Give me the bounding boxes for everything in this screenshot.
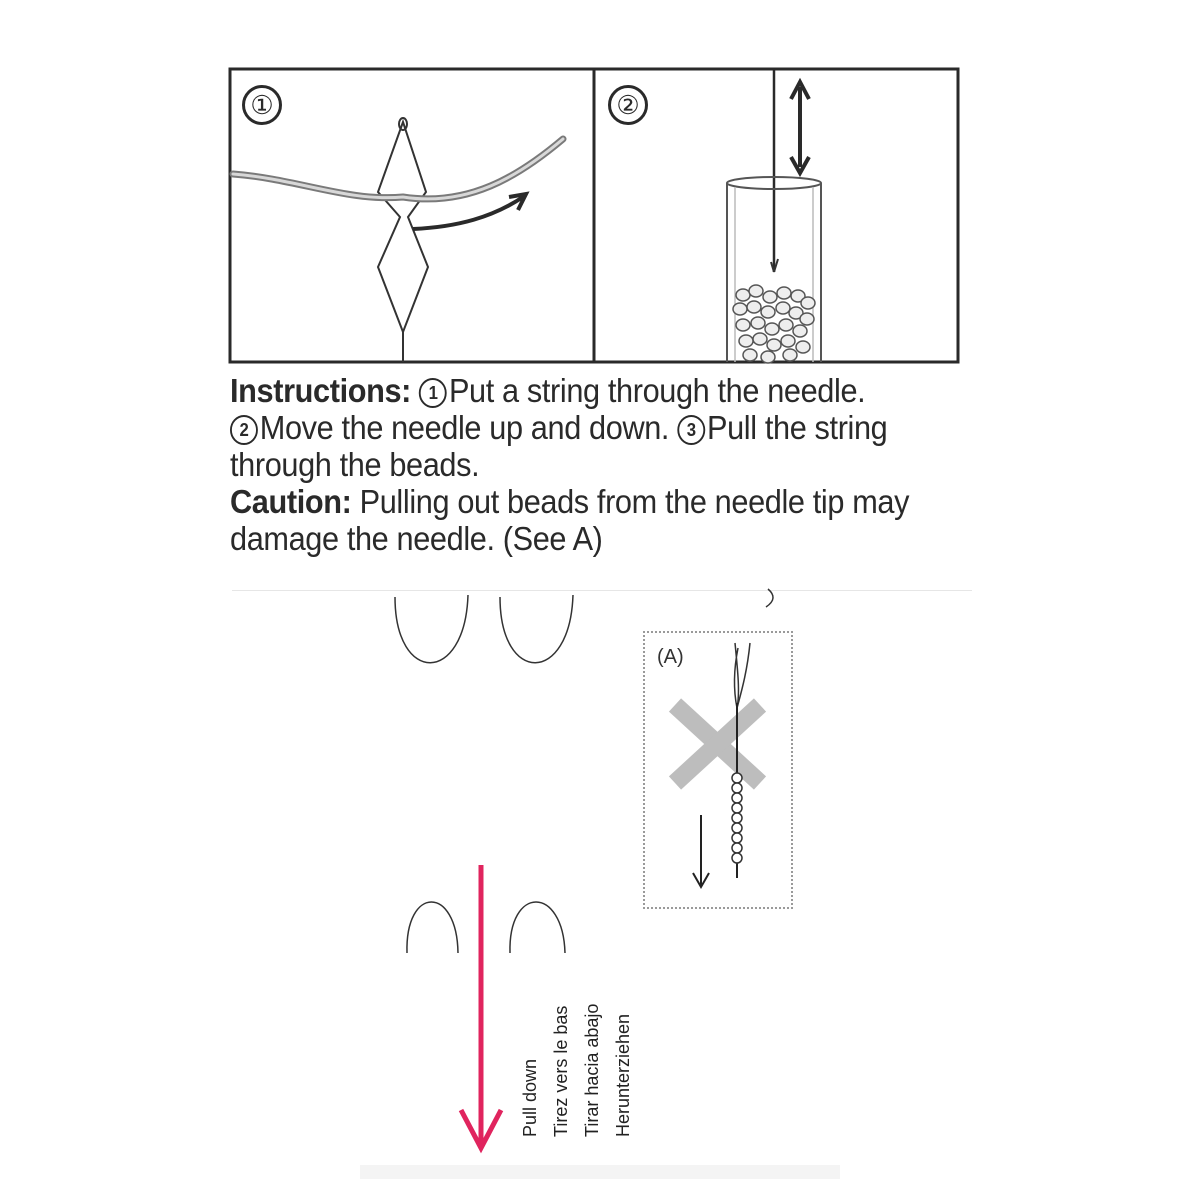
bead bbox=[767, 339, 781, 351]
bead bbox=[761, 351, 775, 363]
caution-paragraph bbox=[230, 483, 974, 557]
bead bbox=[733, 303, 747, 315]
bead bbox=[765, 323, 779, 335]
bead bbox=[732, 843, 742, 853]
bead bbox=[783, 349, 797, 361]
bead bbox=[739, 335, 753, 347]
bead bbox=[800, 313, 814, 325]
step-2-number: 2 bbox=[230, 415, 258, 445]
instructions-text bbox=[230, 372, 974, 557]
bead bbox=[753, 333, 767, 345]
bead bbox=[749, 285, 763, 297]
bead bbox=[779, 319, 793, 331]
label-spanish: Tirar hacia abajo bbox=[582, 1003, 602, 1137]
instructions-paragraph bbox=[230, 372, 974, 483]
instruction-panels bbox=[228, 67, 960, 364]
bead bbox=[732, 793, 742, 803]
bead bbox=[793, 325, 807, 337]
figure-a-illustration bbox=[645, 633, 789, 905]
pull-down-arrow bbox=[455, 860, 515, 1155]
bead bbox=[743, 349, 757, 361]
bead bbox=[736, 319, 750, 331]
instructions-label: Instructions: bbox=[230, 372, 412, 409]
bead bbox=[776, 302, 790, 314]
panel-number-1: ① bbox=[242, 85, 282, 125]
bead bbox=[801, 297, 815, 309]
threader-illustration bbox=[233, 118, 563, 362]
bead bbox=[747, 301, 761, 313]
label-english: Pull down bbox=[520, 1058, 540, 1137]
step-3-text: Pull the string through the beads. bbox=[230, 409, 888, 483]
bead bbox=[732, 853, 742, 863]
caution-text: Pulling out beads from the needle tip may damage the needle. (See A) bbox=[230, 483, 910, 557]
bead bbox=[736, 289, 750, 301]
bead bbox=[751, 317, 765, 329]
step-1-number: 1 bbox=[419, 378, 447, 408]
bead bbox=[796, 341, 810, 353]
bead-tube-illustration bbox=[727, 69, 821, 363]
bead bbox=[732, 833, 742, 843]
bead bbox=[781, 335, 795, 347]
bead bbox=[763, 291, 777, 303]
bottom-shadow bbox=[360, 1165, 840, 1179]
bead bbox=[732, 783, 742, 793]
bead bbox=[777, 287, 791, 299]
caution-label: Caution: bbox=[230, 483, 352, 520]
label-german: Herunterziehen bbox=[613, 1013, 633, 1137]
bead bbox=[732, 803, 742, 813]
step-3-number: 3 bbox=[677, 415, 705, 445]
figure-a-label: (A) bbox=[657, 646, 684, 668]
label-french: Tirez vers le bas bbox=[551, 1005, 571, 1137]
panels-frame bbox=[228, 67, 960, 364]
pull-down-labels bbox=[520, 975, 640, 1140]
panel-number-2: ② bbox=[608, 85, 648, 125]
bead bbox=[732, 813, 742, 823]
beads bbox=[733, 285, 815, 363]
step-2-text: Move the needle up and down. bbox=[259, 409, 670, 446]
bead bbox=[732, 823, 742, 833]
bead bbox=[761, 306, 775, 318]
bead bbox=[732, 773, 742, 783]
step-1-text: Put a string through the needle. bbox=[448, 372, 866, 409]
